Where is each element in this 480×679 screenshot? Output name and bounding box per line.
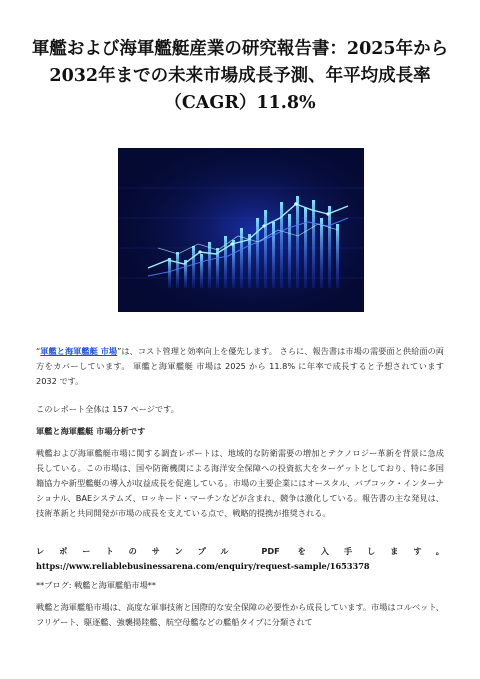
analysis-paragraph: 戦艦および海軍艦艇市場に関する調査レポートは、地域的な防衛需要の増加とテクノロジー革新を背景に急成長している。この市場は、国や防衛機関による海洋安全保障への投資拡大をターゲットとしており、特に多国籍協力や新型艦艇の導入が収益成長を促進している。市場の主要企業にはオースタル、バブコック・インターナショナル、BAEシステムズ、ロッキード・マーチンなどが含まれ、競争は激化している。報告書の主な発見は、技術革新と共同開発が市場の成長を支えている点で、戦略的提携が推奨される。 — [36, 448, 444, 518]
chart-illustration — [118, 148, 364, 312]
sample-pdf-paragraph — [36, 544, 444, 574]
intro-paragraph — [36, 344, 444, 389]
analysis-heading: 軍艦と海軍艦艇 市場分析です — [36, 426, 146, 436]
sample-url-link[interactable]: https://www.reliablebusinessarena.com/enquiry/request-sample/1653378 — [36, 561, 370, 571]
intro-text: ”は、コスト管理と効率向上を優先します。 さらに、報告書は市場の需要面と供給面の両方をカバーしています。 軍艦と海軍艦艇 市場は 2025 から 11.8% に年率で成長すると予想されています2032 です。 — [36, 346, 444, 386]
market-report-link[interactable]: 軍艦と海軍艦艇 市場 — [40, 346, 118, 356]
open-quote: “ — [36, 346, 41, 356]
sample-label: レポートのサンプル PDF を入手します。 — [36, 546, 444, 556]
pages-line: このレポート全体は 157 ページです。 — [36, 404, 179, 414]
hero-image — [118, 148, 364, 312]
last-paragraph: 戦艦と海軍艦船市場は、高度な軍事技術と国際的な安全保障の必要性から成長しています。市場はコルベット、フリゲート、駆逐艦、強襲揚陸艦、航空母艦などの艦船タイプに分類されて — [36, 602, 444, 627]
page-title: 軍艦および海軍艦艇産業の研究報告書：2025年から2032年までの未来市場成長予測、年平均成長率（CAGR）11.8% — [31, 39, 449, 113]
blog-line: **ブログ: 戦艦と海軍艦船市場** — [36, 580, 156, 590]
